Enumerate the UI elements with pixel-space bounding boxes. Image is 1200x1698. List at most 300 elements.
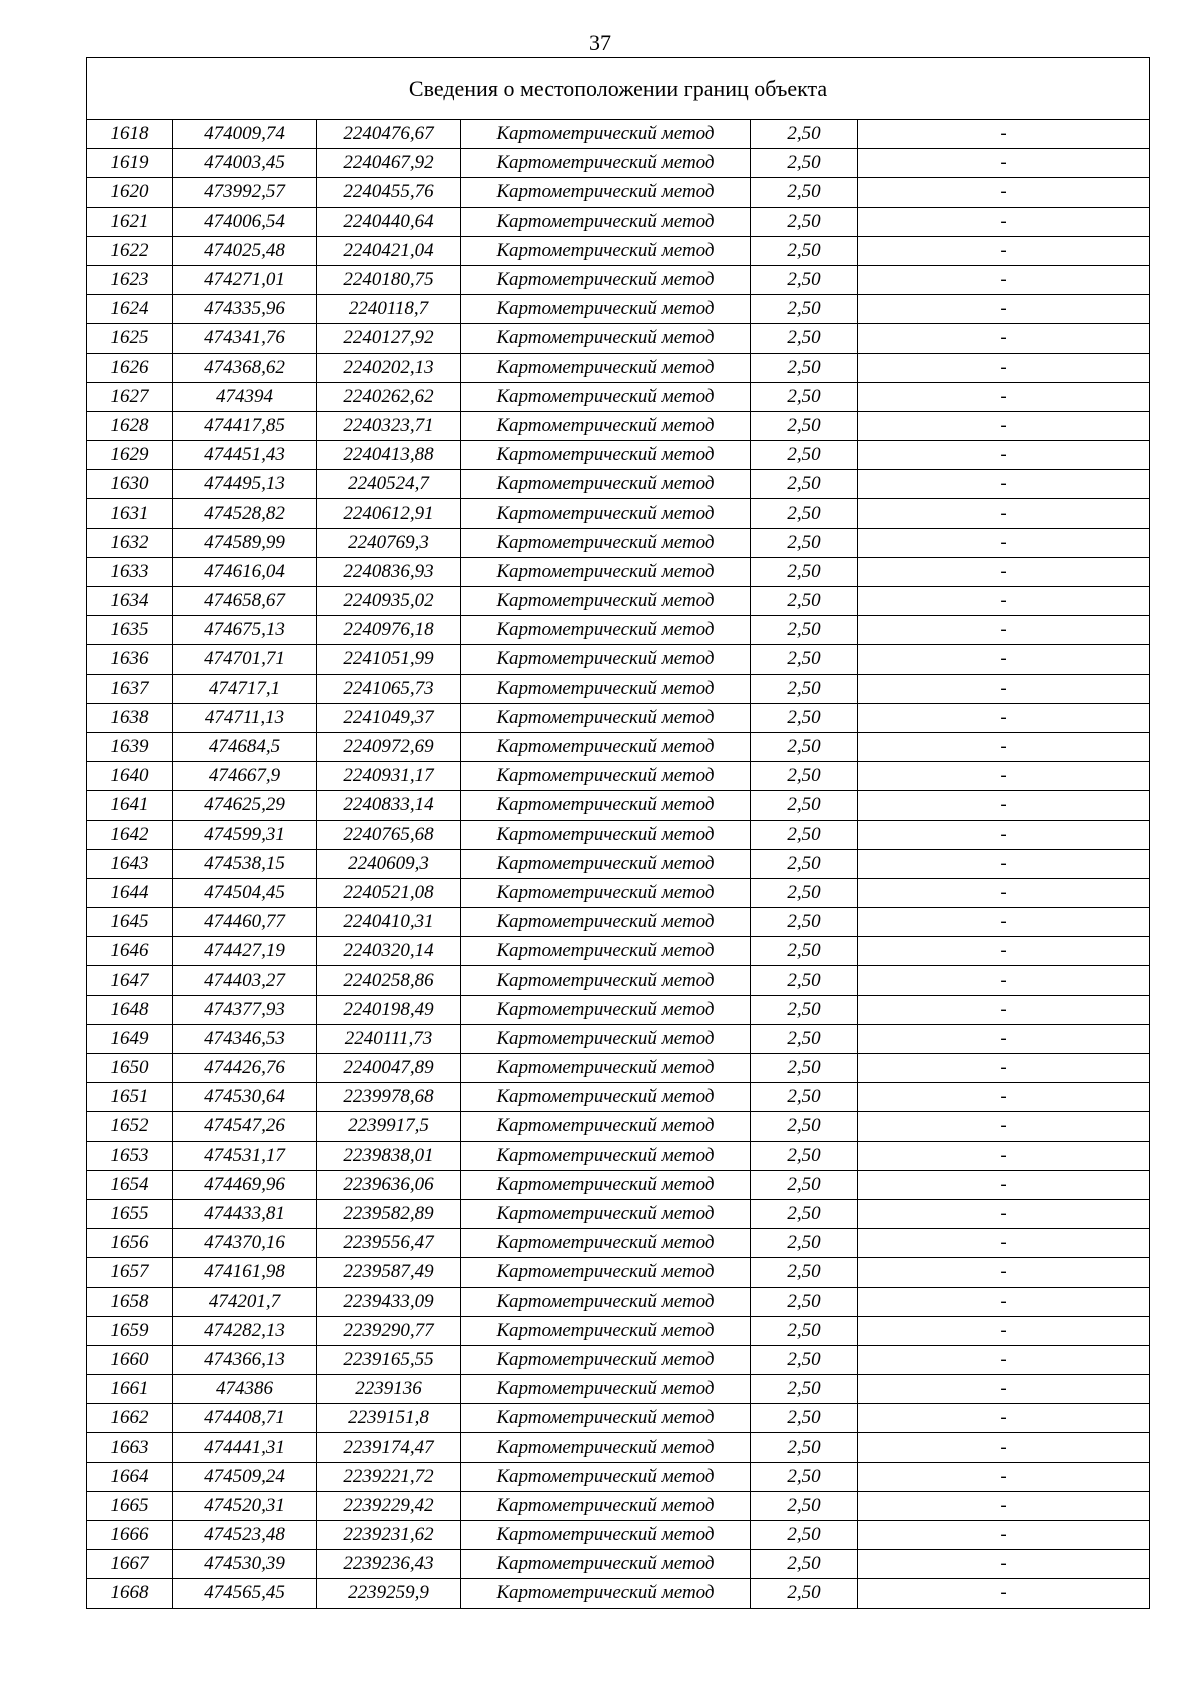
y-coordinate-cell: 2239582,89: [317, 1199, 461, 1228]
x-coordinate-cell: 474616,04: [173, 557, 317, 586]
table-row: [87, 674, 1150, 703]
table-row: [87, 1521, 1150, 1550]
x-coordinate-cell: 474460,77: [173, 908, 317, 937]
x-coordinate-cell: 474433,81: [173, 1199, 317, 1228]
method-cell: Картометрический метод: [461, 995, 751, 1024]
table-row: [87, 616, 1150, 645]
method-cell: Картометрический метод: [461, 849, 751, 878]
x-coordinate-cell: 474469,96: [173, 1170, 317, 1199]
note-cell: -: [858, 878, 1150, 907]
point-number-cell: 1621: [87, 207, 173, 236]
table-row: [87, 441, 1150, 470]
table-row: [87, 324, 1150, 353]
accuracy-cell: 2,50: [751, 732, 858, 761]
y-coordinate-cell: 2239290,77: [317, 1316, 461, 1345]
y-coordinate-cell: 2240612,91: [317, 499, 461, 528]
method-cell: Картометрический метод: [461, 470, 751, 499]
table-row: [87, 1345, 1150, 1374]
table-row: [87, 1316, 1150, 1345]
note-cell: -: [858, 1083, 1150, 1112]
point-number-cell: 1634: [87, 587, 173, 616]
point-number-cell: 1646: [87, 937, 173, 966]
y-coordinate-cell: 2240769,3: [317, 528, 461, 557]
note-cell: -: [858, 645, 1150, 674]
table-row: [87, 1170, 1150, 1199]
method-cell: Картометрический метод: [461, 178, 751, 207]
point-number-cell: 1665: [87, 1491, 173, 1520]
x-coordinate-cell: 474408,71: [173, 1404, 317, 1433]
point-number-cell: 1620: [87, 178, 173, 207]
note-cell: -: [858, 353, 1150, 382]
note-cell: -: [858, 1112, 1150, 1141]
note-cell: -: [858, 557, 1150, 586]
y-coordinate-cell: 2240202,13: [317, 353, 461, 382]
method-cell: Картометрический метод: [461, 674, 751, 703]
method-cell: Картометрический метод: [461, 645, 751, 674]
accuracy-cell: 2,50: [751, 966, 858, 995]
accuracy-cell: 2,50: [751, 1521, 858, 1550]
point-number-cell: 1660: [87, 1345, 173, 1374]
accuracy-cell: 2,50: [751, 441, 858, 470]
accuracy-cell: 2,50: [751, 1141, 858, 1170]
method-cell: Картометрический метод: [461, 587, 751, 616]
accuracy-cell: 2,50: [751, 178, 858, 207]
point-number-cell: 1623: [87, 265, 173, 294]
method-cell: Картометрический метод: [461, 499, 751, 528]
accuracy-cell: 2,50: [751, 265, 858, 294]
method-cell: Картометрический метод: [461, 1024, 751, 1053]
method-cell: Картометрический метод: [461, 1141, 751, 1170]
point-number-cell: 1643: [87, 849, 173, 878]
x-coordinate-cell: 474282,13: [173, 1316, 317, 1345]
y-coordinate-cell: 2239978,68: [317, 1083, 461, 1112]
method-cell: Картометрический метод: [461, 236, 751, 265]
accuracy-cell: 2,50: [751, 382, 858, 411]
method-cell: Картометрический метод: [461, 149, 751, 178]
method-cell: Картометрический метод: [461, 411, 751, 440]
y-coordinate-cell: 2240323,71: [317, 411, 461, 440]
point-number-cell: 1632: [87, 528, 173, 557]
method-cell: Картометрический метод: [461, 1345, 751, 1374]
method-cell: Картометрический метод: [461, 820, 751, 849]
y-coordinate-cell: 2240935,02: [317, 587, 461, 616]
y-coordinate-cell: 2239259,9: [317, 1579, 461, 1608]
table-row: [87, 820, 1150, 849]
method-cell: Картометрический метод: [461, 1316, 751, 1345]
y-coordinate-cell: 2241051,99: [317, 645, 461, 674]
method-cell: Картометрический метод: [461, 1083, 751, 1112]
note-cell: -: [858, 1345, 1150, 1374]
table-row: [87, 178, 1150, 207]
y-coordinate-cell: 2240320,14: [317, 937, 461, 966]
note-cell: -: [858, 149, 1150, 178]
x-coordinate-cell: 474589,99: [173, 528, 317, 557]
x-coordinate-cell: 474530,64: [173, 1083, 317, 1112]
x-coordinate-cell: 474377,93: [173, 995, 317, 1024]
x-coordinate-cell: 474025,48: [173, 236, 317, 265]
x-coordinate-cell: 474341,76: [173, 324, 317, 353]
point-number-cell: 1644: [87, 878, 173, 907]
x-coordinate-cell: 474271,01: [173, 265, 317, 294]
point-number-cell: 1636: [87, 645, 173, 674]
method-cell: Картометрический метод: [461, 1054, 751, 1083]
note-cell: -: [858, 908, 1150, 937]
table-row: [87, 295, 1150, 324]
y-coordinate-cell: 2240455,76: [317, 178, 461, 207]
point-number-cell: 1626: [87, 353, 173, 382]
table-row: [87, 732, 1150, 761]
note-cell: -: [858, 1024, 1150, 1053]
method-cell: Картометрический метод: [461, 1579, 751, 1608]
x-coordinate-cell: 474658,67: [173, 587, 317, 616]
table-row: [87, 1229, 1150, 1258]
table-row: [87, 587, 1150, 616]
y-coordinate-cell: 2240127,92: [317, 324, 461, 353]
table-row: [87, 1054, 1150, 1083]
note-cell: -: [858, 966, 1150, 995]
table-row: [87, 1404, 1150, 1433]
table-row: [87, 1141, 1150, 1170]
method-cell: Картометрический метод: [461, 295, 751, 324]
note-cell: -: [858, 703, 1150, 732]
note-cell: -: [858, 265, 1150, 294]
point-number-cell: 1657: [87, 1258, 173, 1287]
accuracy-cell: 2,50: [751, 528, 858, 557]
table-row: [87, 849, 1150, 878]
note-cell: -: [858, 324, 1150, 353]
accuracy-cell: 2,50: [751, 1316, 858, 1345]
method-cell: Картометрический метод: [461, 1462, 751, 1491]
point-number-cell: 1637: [87, 674, 173, 703]
table-row: [87, 149, 1150, 178]
table-row: [87, 995, 1150, 1024]
accuracy-cell: 2,50: [751, 236, 858, 265]
accuracy-cell: 2,50: [751, 878, 858, 907]
point-number-cell: 1654: [87, 1170, 173, 1199]
accuracy-cell: 2,50: [751, 1491, 858, 1520]
note-cell: -: [858, 587, 1150, 616]
x-coordinate-cell: 474565,45: [173, 1579, 317, 1608]
y-coordinate-cell: 2240521,08: [317, 878, 461, 907]
note-cell: -: [858, 120, 1150, 149]
point-number-cell: 1635: [87, 616, 173, 645]
y-coordinate-cell: 2240410,31: [317, 908, 461, 937]
accuracy-cell: 2,50: [751, 1462, 858, 1491]
method-cell: Картометрический метод: [461, 382, 751, 411]
x-coordinate-cell: 474509,24: [173, 1462, 317, 1491]
accuracy-cell: 2,50: [751, 1433, 858, 1462]
point-number-cell: 1630: [87, 470, 173, 499]
note-cell: -: [858, 674, 1150, 703]
note-cell: -: [858, 1375, 1150, 1404]
accuracy-cell: 2,50: [751, 1054, 858, 1083]
y-coordinate-cell: 2239229,42: [317, 1491, 461, 1520]
point-number-cell: 1638: [87, 703, 173, 732]
point-number-cell: 1628: [87, 411, 173, 440]
table-row: [87, 207, 1150, 236]
x-coordinate-cell: 474003,45: [173, 149, 317, 178]
table-row: [87, 937, 1150, 966]
table-row: [87, 1083, 1150, 1112]
note-cell: -: [858, 1521, 1150, 1550]
accuracy-cell: 2,50: [751, 995, 858, 1024]
x-coordinate-cell: 474684,5: [173, 732, 317, 761]
method-cell: Картометрический метод: [461, 908, 751, 937]
table-row: [87, 966, 1150, 995]
point-number-cell: 1661: [87, 1375, 173, 1404]
point-number-cell: 1655: [87, 1199, 173, 1228]
x-coordinate-cell: 474451,43: [173, 441, 317, 470]
table-row: [87, 557, 1150, 586]
x-coordinate-cell: 474335,96: [173, 295, 317, 324]
table-row: [87, 791, 1150, 820]
table-row: [87, 762, 1150, 791]
x-coordinate-cell: 474386: [173, 1375, 317, 1404]
accuracy-cell: 2,50: [751, 908, 858, 937]
table-row: [87, 236, 1150, 265]
note-cell: -: [858, 499, 1150, 528]
accuracy-cell: 2,50: [751, 1258, 858, 1287]
table-row: [87, 1579, 1150, 1608]
y-coordinate-cell: 2240118,7: [317, 295, 461, 324]
note-cell: -: [858, 1170, 1150, 1199]
note-cell: -: [858, 1316, 1150, 1345]
accuracy-cell: 2,50: [751, 149, 858, 178]
note-cell: -: [858, 1404, 1150, 1433]
y-coordinate-cell: 2239556,47: [317, 1229, 461, 1258]
y-coordinate-cell: 2240976,18: [317, 616, 461, 645]
x-coordinate-cell: 474417,85: [173, 411, 317, 440]
accuracy-cell: 2,50: [751, 791, 858, 820]
method-cell: Картометрический метод: [461, 1258, 751, 1287]
point-number-cell: 1667: [87, 1550, 173, 1579]
method-cell: Картометрический метод: [461, 878, 751, 907]
accuracy-cell: 2,50: [751, 1579, 858, 1608]
method-cell: Картометрический метод: [461, 441, 751, 470]
x-coordinate-cell: 474717,1: [173, 674, 317, 703]
y-coordinate-cell: 2240262,62: [317, 382, 461, 411]
accuracy-cell: 2,50: [751, 1229, 858, 1258]
y-coordinate-cell: 2240524,7: [317, 470, 461, 499]
note-cell: -: [858, 1141, 1150, 1170]
note-cell: -: [858, 849, 1150, 878]
x-coordinate-cell: 474394: [173, 382, 317, 411]
y-coordinate-cell: 2240972,69: [317, 732, 461, 761]
table-row: [87, 1462, 1150, 1491]
x-coordinate-cell: 474520,31: [173, 1491, 317, 1520]
note-cell: -: [858, 1433, 1150, 1462]
note-cell: -: [858, 1287, 1150, 1316]
method-cell: Картометрический метод: [461, 557, 751, 586]
point-number-cell: 1619: [87, 149, 173, 178]
method-cell: Картометрический метод: [461, 1170, 751, 1199]
x-coordinate-cell: 474346,53: [173, 1024, 317, 1053]
method-cell: Картометрический метод: [461, 528, 751, 557]
note-cell: -: [858, 295, 1150, 324]
table-row: [87, 528, 1150, 557]
note-cell: -: [858, 937, 1150, 966]
note-cell: -: [858, 1054, 1150, 1083]
note-cell: -: [858, 732, 1150, 761]
x-coordinate-cell: 474368,62: [173, 353, 317, 382]
point-number-cell: 1656: [87, 1229, 173, 1258]
y-coordinate-cell: 2239587,49: [317, 1258, 461, 1287]
note-cell: -: [858, 1579, 1150, 1608]
method-cell: Картометрический метод: [461, 207, 751, 236]
point-number-cell: 1663: [87, 1433, 173, 1462]
point-number-cell: 1650: [87, 1054, 173, 1083]
table-row: [87, 353, 1150, 382]
table-row: [87, 1433, 1150, 1462]
table-row: [87, 1287, 1150, 1316]
accuracy-cell: 2,50: [751, 674, 858, 703]
table-row: [87, 645, 1150, 674]
page-number: 37: [589, 30, 611, 55]
table-row: [87, 382, 1150, 411]
note-cell: -: [858, 820, 1150, 849]
note-cell: -: [858, 1462, 1150, 1491]
y-coordinate-cell: 2239838,01: [317, 1141, 461, 1170]
table-row: [87, 411, 1150, 440]
accuracy-cell: 2,50: [751, 1170, 858, 1199]
point-number-cell: 1648: [87, 995, 173, 1024]
accuracy-cell: 2,50: [751, 499, 858, 528]
boundary-coordinates-table: [86, 57, 1150, 1609]
accuracy-cell: 2,50: [751, 411, 858, 440]
x-coordinate-cell: 474495,13: [173, 470, 317, 499]
method-cell: Картометрический метод: [461, 1491, 751, 1520]
x-coordinate-cell: 474711,13: [173, 703, 317, 732]
x-coordinate-cell: 474599,31: [173, 820, 317, 849]
point-number-cell: 1645: [87, 908, 173, 937]
accuracy-cell: 2,50: [751, 703, 858, 732]
y-coordinate-cell: 2241049,37: [317, 703, 461, 732]
x-coordinate-cell: 474201,7: [173, 1287, 317, 1316]
y-coordinate-cell: 2239433,09: [317, 1287, 461, 1316]
y-coordinate-cell: 2239236,43: [317, 1550, 461, 1579]
y-coordinate-cell: 2240467,92: [317, 149, 461, 178]
note-cell: -: [858, 382, 1150, 411]
y-coordinate-cell: 2240198,49: [317, 995, 461, 1024]
accuracy-cell: 2,50: [751, 1024, 858, 1053]
method-cell: Картометрический метод: [461, 937, 751, 966]
y-coordinate-cell: 2239151,8: [317, 1404, 461, 1433]
y-coordinate-cell: 2240440,64: [317, 207, 461, 236]
method-cell: Картометрический метод: [461, 616, 751, 645]
table-row: [87, 1258, 1150, 1287]
method-cell: Картометрический метод: [461, 791, 751, 820]
y-coordinate-cell: 2240765,68: [317, 820, 461, 849]
accuracy-cell: 2,50: [751, 120, 858, 149]
y-coordinate-cell: 2239636,06: [317, 1170, 461, 1199]
x-coordinate-cell: 474006,54: [173, 207, 317, 236]
method-cell: Картометрический метод: [461, 353, 751, 382]
table-row: [87, 265, 1150, 294]
y-coordinate-cell: 2240476,67: [317, 120, 461, 149]
accuracy-cell: 2,50: [751, 820, 858, 849]
accuracy-cell: 2,50: [751, 1550, 858, 1579]
y-coordinate-cell: 2239165,55: [317, 1345, 461, 1374]
y-coordinate-cell: 2240833,14: [317, 791, 461, 820]
table-title: Сведения о местоположении границ объекта: [87, 58, 1150, 120]
note-cell: -: [858, 207, 1150, 236]
table-row: [87, 703, 1150, 732]
note-cell: -: [858, 236, 1150, 265]
y-coordinate-cell: 2240111,73: [317, 1024, 461, 1053]
table-row: [87, 1375, 1150, 1404]
y-coordinate-cell: 2240413,88: [317, 441, 461, 470]
point-number-cell: 1668: [87, 1579, 173, 1608]
point-number-cell: 1649: [87, 1024, 173, 1053]
point-number-cell: 1631: [87, 499, 173, 528]
point-number-cell: 1653: [87, 1141, 173, 1170]
point-number-cell: 1666: [87, 1521, 173, 1550]
method-cell: Картометрический метод: [461, 703, 751, 732]
accuracy-cell: 2,50: [751, 557, 858, 586]
x-coordinate-cell: 474528,82: [173, 499, 317, 528]
x-coordinate-cell: 474009,74: [173, 120, 317, 149]
method-cell: Картометрический метод: [461, 1112, 751, 1141]
accuracy-cell: 2,50: [751, 207, 858, 236]
table-body: [87, 58, 1150, 1609]
table-row: [87, 120, 1150, 149]
point-number-cell: 1641: [87, 791, 173, 820]
x-coordinate-cell: 474675,13: [173, 616, 317, 645]
table-row: [87, 1199, 1150, 1228]
accuracy-cell: 2,50: [751, 1083, 858, 1112]
point-number-cell: 1652: [87, 1112, 173, 1141]
note-cell: -: [858, 441, 1150, 470]
accuracy-cell: 2,50: [751, 353, 858, 382]
accuracy-cell: 2,50: [751, 849, 858, 878]
x-coordinate-cell: 474701,71: [173, 645, 317, 674]
note-cell: -: [858, 616, 1150, 645]
point-number-cell: 1625: [87, 324, 173, 353]
method-cell: Картометрический метод: [461, 1287, 751, 1316]
y-coordinate-cell: 2240836,93: [317, 557, 461, 586]
note-cell: -: [858, 791, 1150, 820]
table-row: [87, 878, 1150, 907]
note-cell: -: [858, 762, 1150, 791]
note-cell: -: [858, 1491, 1150, 1520]
point-number-cell: 1664: [87, 1462, 173, 1491]
x-coordinate-cell: 474547,26: [173, 1112, 317, 1141]
accuracy-cell: 2,50: [751, 324, 858, 353]
accuracy-cell: 2,50: [751, 587, 858, 616]
method-cell: Картометрический метод: [461, 1550, 751, 1579]
x-coordinate-cell: 474366,13: [173, 1345, 317, 1374]
note-cell: -: [858, 995, 1150, 1024]
point-number-cell: 1639: [87, 732, 173, 761]
method-cell: Картометрический метод: [461, 324, 751, 353]
point-number-cell: 1662: [87, 1404, 173, 1433]
method-cell: Картометрический метод: [461, 120, 751, 149]
accuracy-cell: 2,50: [751, 645, 858, 674]
point-number-cell: 1658: [87, 1287, 173, 1316]
accuracy-cell: 2,50: [751, 937, 858, 966]
table-row: [87, 1024, 1150, 1053]
method-cell: Картометрический метод: [461, 1404, 751, 1433]
y-coordinate-cell: 2240421,04: [317, 236, 461, 265]
note-cell: -: [858, 411, 1150, 440]
y-coordinate-cell: 2239221,72: [317, 1462, 461, 1491]
x-coordinate-cell: 474538,15: [173, 849, 317, 878]
accuracy-cell: 2,50: [751, 616, 858, 645]
note-cell: -: [858, 528, 1150, 557]
note-cell: -: [858, 1199, 1150, 1228]
point-number-cell: 1640: [87, 762, 173, 791]
table-row: [87, 1491, 1150, 1520]
